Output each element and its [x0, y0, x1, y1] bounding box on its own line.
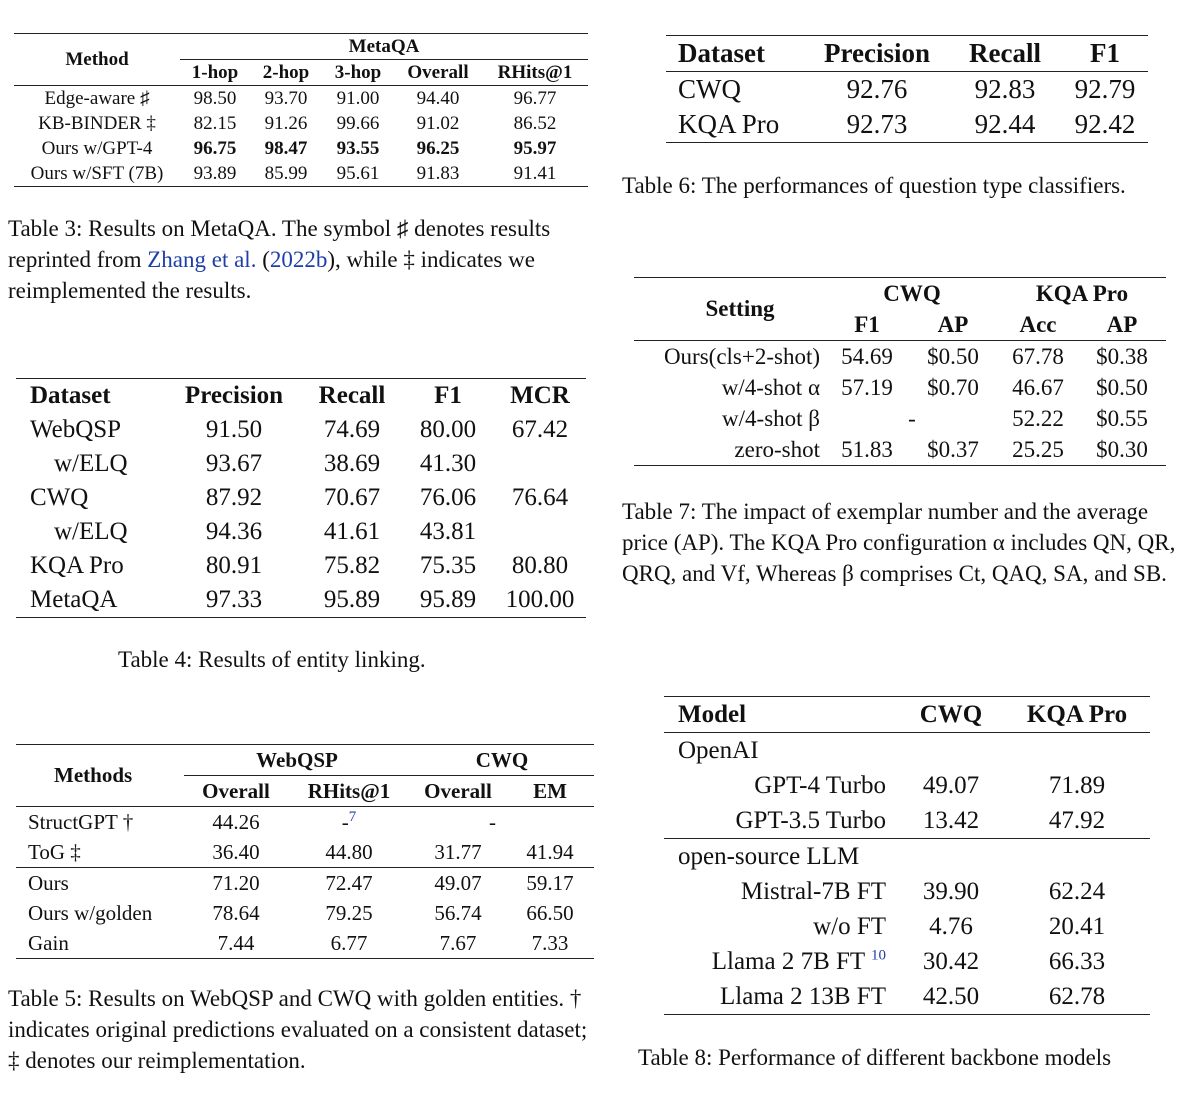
cell: 7.44: [217, 930, 255, 955]
table-6: [666, 35, 1148, 143]
cell: 72.47: [325, 870, 373, 895]
cell: 20.41: [1048, 912, 1106, 940]
row-label: Ours: [28, 870, 69, 895]
cell-value: -: [341, 809, 349, 834]
cell: 7.33: [531, 930, 569, 955]
cell: 80.91: [205, 552, 263, 579]
row-label: w/ELQ: [54, 450, 128, 477]
cell: 80.00: [419, 416, 477, 443]
table-6-header: Recall: [969, 38, 1041, 68]
cell: 56.74: [434, 900, 482, 925]
cell: 62.24: [1048, 877, 1106, 905]
table-row: [14, 161, 588, 187]
table-row: [16, 583, 586, 618]
cell: 49.07: [434, 870, 482, 895]
cell: $0.70: [927, 374, 979, 400]
table-row: [16, 868, 594, 899]
cell: [494, 447, 586, 481]
table-row: [16, 413, 586, 447]
row-label: Gain: [28, 930, 69, 955]
row-label: w/o FT: [813, 912, 886, 940]
table-row: [14, 86, 588, 112]
cell: 31.77: [434, 839, 482, 864]
cell: 91.41: [513, 162, 557, 184]
row-label: KQA Pro: [30, 552, 124, 579]
table-7-group-header: CWQ: [883, 280, 941, 306]
row-label-text: Llama 2 7B FT: [711, 947, 865, 975]
cell: 100.00: [505, 586, 575, 613]
cell: 71.89: [1048, 771, 1106, 799]
row-label: Ours(cls+2-shot): [663, 343, 820, 369]
row-label: WebQSP: [30, 416, 122, 443]
cell: 98.47: [264, 137, 308, 159]
cell: 43.81: [419, 518, 477, 545]
cell: $0.50: [927, 343, 979, 369]
caption-text: ), while ‡ indicates we reimplemented the results.: [8, 247, 535, 303]
table-4-header: F1: [434, 382, 462, 409]
table-row: [664, 874, 1150, 909]
cell: 91.50: [205, 416, 263, 443]
table-6-grid: [666, 35, 1148, 143]
table-group-row: [664, 733, 1150, 769]
cell: -: [489, 809, 496, 834]
cell: 93.55: [336, 137, 380, 159]
footnote-marker[interactable]: 7: [348, 808, 357, 825]
cell: 87.92: [205, 484, 263, 511]
table-4-caption: Table 4: Results of entity linking.: [118, 647, 426, 672]
table-4: [16, 378, 586, 618]
cell: 92.76: [846, 74, 908, 104]
cell: 6.77: [330, 930, 368, 955]
cell: 92.73: [846, 109, 908, 139]
cell: $0.30: [1096, 436, 1148, 462]
row-label: KB-BINDER ‡: [38, 112, 156, 134]
table-7-col-header: Acc: [1019, 311, 1057, 337]
cell: 92.79: [1074, 74, 1136, 104]
table-5-group-header: CWQ: [410, 745, 594, 776]
table-row: [666, 72, 1148, 108]
table-3-group-header: MetaQA: [180, 34, 588, 60]
table-7-col-header: AP: [937, 311, 969, 337]
table-row: [666, 107, 1148, 143]
table-row: [16, 447, 586, 481]
table-5-col-header: Overall: [424, 778, 492, 803]
cell: 96.25: [416, 137, 460, 159]
table-row: [664, 944, 1150, 979]
table-7-caption: Table 7: The impact of exemplar number and the average price (AP). The KQA Pro configuration α includes QN, QR, QRQ, and Vf, Whereas β comprises Ct, QAQ, SA, and SB.: [622, 499, 1176, 586]
row-label: Mistral-7B FT: [740, 877, 886, 905]
cell: 99.66: [336, 112, 380, 134]
row-label: MetaQA: [30, 586, 118, 613]
row-label: w/4-shot α: [721, 374, 820, 400]
table-3: [14, 33, 588, 187]
row-label: w/4-shot β: [722, 405, 820, 431]
table-7: [634, 277, 1166, 466]
cell: 85.99: [264, 162, 308, 184]
table-row: [16, 928, 594, 959]
row-label: CWQ: [678, 74, 741, 104]
table-3-method-header: Method: [65, 48, 129, 70]
table-5-col-header: RHits@1: [307, 778, 391, 803]
cell: 75.82: [323, 552, 381, 579]
cell: 62.78: [1048, 982, 1106, 1010]
cell: 75.35: [419, 552, 477, 579]
cell: 93.70: [264, 87, 308, 109]
table-8-grid: [664, 696, 1150, 1015]
table-5: [16, 744, 594, 959]
table-row: [16, 837, 594, 868]
table-4-header: Dataset: [30, 382, 111, 409]
cell: 38.69: [323, 450, 381, 477]
cell: 91.83: [416, 162, 460, 184]
citation-link[interactable]: Zhang et al.: [147, 247, 257, 272]
table-7-setting-header: Setting: [705, 296, 775, 321]
table-8: [664, 696, 1150, 1015]
table-4-header: Precision: [184, 382, 284, 409]
row-label: Edge-aware ♯: [44, 87, 150, 109]
table-row: [16, 898, 594, 928]
cell: 93.89: [193, 162, 237, 184]
cell: $0.50: [1096, 374, 1148, 400]
group-label: open-source LLM: [678, 842, 860, 870]
table-row: [16, 481, 586, 515]
cell: -: [908, 405, 916, 431]
footnote-marker[interactable]: 10: [871, 947, 886, 964]
table-3-col-header: 2-hop: [262, 61, 310, 83]
row-label: [664, 944, 898, 979]
cell: 13.42: [922, 806, 980, 834]
caption-text: (: [256, 247, 270, 272]
cell: 92.83: [974, 74, 1036, 104]
cell: 51.83: [841, 436, 893, 462]
cell: $0.37: [927, 436, 979, 462]
row-label: Ours w/GPT-4: [41, 137, 153, 159]
cell: 67.42: [511, 416, 569, 443]
cell: 92.44: [974, 109, 1036, 139]
cell: 59.17: [526, 870, 574, 895]
group-label: OpenAI: [678, 736, 759, 764]
cell: 7.67: [439, 930, 477, 955]
table-5-caption: Table 5: Results on WebQSP and CWQ with golden entities. † indicates original predictions evaluated on a consistent dataset; ‡ denotes our reimplementation.: [8, 986, 588, 1073]
table-row: [664, 768, 1150, 803]
cell: 66.33: [1048, 947, 1106, 975]
cell: 39.90: [922, 877, 980, 905]
table-row: [634, 372, 1166, 403]
table-8-header: KQA Pro: [1026, 700, 1128, 728]
row-label: GPT-4 Turbo: [754, 771, 886, 799]
cell: 42.50: [922, 982, 980, 1010]
row-label: zero-shot: [734, 436, 820, 462]
table-8-header: Model: [678, 700, 747, 728]
table-4-header: Recall: [318, 382, 386, 409]
cell: 93.67: [205, 450, 263, 477]
row-label: w/ELQ: [54, 518, 128, 545]
cell: 71.20: [212, 870, 260, 895]
cell: 94.36: [205, 518, 263, 545]
cell: 30.42: [922, 947, 980, 975]
cell: 79.25: [325, 900, 373, 925]
row-label: Ours w/golden: [28, 900, 153, 925]
table-3-col-header: RHits@1: [497, 61, 573, 83]
row-label: CWQ: [30, 484, 89, 511]
table-3-caption: [8, 213, 588, 306]
cell: 57.19: [841, 374, 893, 400]
cell: $0.38: [1096, 343, 1148, 369]
cell: 92.42: [1074, 109, 1136, 139]
cell: 91.26: [264, 112, 308, 134]
row-label: StructGPT †: [28, 809, 134, 834]
cell: 82.15: [193, 112, 237, 134]
table-8-header: CWQ: [919, 700, 983, 728]
cell: 66.50: [526, 900, 574, 925]
cell: 52.22: [1012, 405, 1064, 431]
table-5-methods-header: Methods: [54, 763, 133, 787]
cell: 95.89: [419, 586, 477, 613]
table-7-grid: [634, 277, 1166, 466]
cell: 80.80: [511, 552, 569, 579]
cell: 86.52: [513, 112, 557, 134]
cell: 41.61: [323, 518, 381, 545]
cell: 95.89: [323, 586, 381, 613]
table-row: [16, 807, 594, 838]
table-3-col-header: 3-hop: [334, 61, 382, 83]
table-5-group-header: WebQSP: [184, 745, 410, 776]
cell: 95.97: [513, 137, 557, 159]
cell: 44.80: [325, 839, 373, 864]
cell: 46.67: [1012, 374, 1064, 400]
citation-year-link[interactable]: 2022b: [269, 247, 328, 272]
cell: 47.92: [1048, 806, 1106, 834]
table-7-col-header: F1: [854, 311, 880, 337]
row-label: ToG ‡: [28, 839, 81, 864]
table-3-grid: [14, 33, 588, 187]
row-label: Llama 2 13B FT: [720, 982, 886, 1010]
cell: 95.61: [336, 162, 380, 184]
cell: 36.40: [212, 839, 260, 864]
cell: [494, 515, 586, 549]
table-4-header: MCR: [510, 382, 570, 409]
cell: 70.67: [323, 484, 381, 511]
table-8-caption: Table 8: Performance of different backbone models: [638, 1045, 1112, 1070]
cell: 67.78: [1012, 343, 1064, 369]
table-row: [14, 136, 588, 161]
table-group-row: [664, 839, 1150, 875]
table-row: [16, 515, 586, 549]
caption-text: Table 3: Results on MetaQA. The symbol ♯ denotes results reprinted from: [8, 216, 551, 272]
table-row: [634, 403, 1166, 434]
table-6-header: F1: [1090, 38, 1120, 68]
cell: 98.50: [193, 87, 237, 109]
cell: [506, 807, 594, 838]
row-label: Ours w/SFT (7B): [30, 162, 164, 184]
cell: 96.75: [193, 137, 237, 159]
table-5-col-header: Overall: [202, 778, 270, 803]
cell: 44.26: [212, 809, 260, 834]
cell: $0.55: [1096, 405, 1148, 431]
table-6-header: Precision: [824, 38, 930, 68]
table-row: [14, 111, 588, 136]
cell: 54.69: [841, 343, 893, 369]
table-row: [664, 803, 1150, 839]
cell: 97.33: [205, 586, 263, 613]
table-row: [634, 434, 1166, 466]
cell: 76.06: [419, 484, 477, 511]
cell: 96.77: [513, 87, 557, 109]
table-7-group-header: KQA Pro: [1035, 280, 1129, 306]
cell: 41.94: [526, 839, 574, 864]
table-3-col-header: Overall: [407, 61, 469, 83]
table-4-grid: [16, 378, 586, 618]
cell: 25.25: [1012, 436, 1064, 462]
cell: 94.40: [416, 87, 460, 109]
cell: 91.00: [336, 87, 380, 109]
cell: 91.02: [416, 112, 460, 134]
table-6-caption: Table 6: The performances of question type classifiers.: [622, 173, 1126, 198]
table-7-col-header: AP: [1106, 311, 1138, 337]
cell: 74.69: [323, 416, 381, 443]
table-5-grid: [16, 744, 594, 959]
table-row: [634, 341, 1166, 373]
cell: 49.07: [922, 771, 980, 799]
cell: 4.76: [929, 912, 973, 940]
cell: 41.30: [419, 450, 477, 477]
table-5-col-header: EM: [533, 778, 567, 803]
row-label: GPT-3.5 Turbo: [735, 806, 886, 834]
table-row: [16, 549, 586, 583]
row-label: KQA Pro: [678, 109, 780, 139]
cell: 78.64: [212, 900, 260, 925]
table-6-header: Dataset: [678, 38, 765, 68]
cell: 76.64: [511, 484, 569, 511]
table-row: [664, 909, 1150, 944]
table-row: [664, 979, 1150, 1015]
table-3-col-header: 1-hop: [191, 61, 239, 83]
cell: [288, 807, 410, 838]
